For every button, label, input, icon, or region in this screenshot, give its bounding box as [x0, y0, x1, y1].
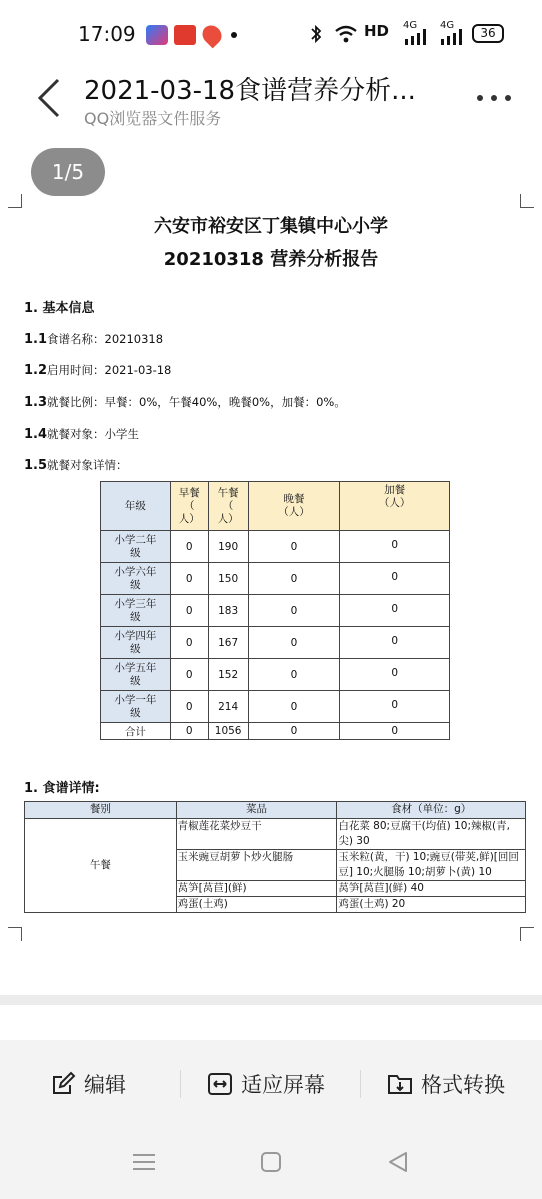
wifi-icon [334, 25, 358, 43]
cell-total-dinner: 0 [248, 723, 340, 740]
fit-screen-button[interactable] [207, 1068, 325, 1100]
cell-dish: 青椒莲花菜炒豆干 [176, 819, 337, 850]
cell-ingredients: 莴笋[莴苣](鲜) 40 [337, 881, 526, 897]
fit-screen-label: 适应屏幕 [241, 1073, 325, 1097]
cell-lunch: 183 [208, 595, 248, 627]
cell-lunch: 167 [208, 627, 248, 659]
cell-breakfast: 0 [170, 659, 208, 691]
fit-screen-icon [207, 1071, 233, 1097]
cell-dish: 玉米豌豆胡萝卜炒火腿肠 [176, 850, 337, 881]
file-title: 2021-03-18食谱营养分析... [84, 76, 416, 106]
info-number: 1.5 [24, 458, 48, 473]
cell-total-snack: 0 [340, 723, 450, 740]
clock: 17:09 [78, 22, 136, 46]
cell-grade: 小学一年 级 [101, 691, 171, 723]
info-start-date [24, 362, 171, 378]
home-icon[interactable] [257, 1150, 285, 1174]
folder-download-icon [387, 1071, 413, 1097]
table-row [101, 691, 450, 723]
cell-dinner: 0 [248, 691, 340, 723]
cell-ingredients: 玉米粒(黄，干) 10;豌豆(带荚,鲜)[回回 豆] 10;火腿肠 10;胡萝卜(黄) 10 [337, 850, 526, 881]
crop-mark [520, 927, 534, 941]
cell-breakfast: 0 [170, 627, 208, 659]
menu-icon[interactable] [130, 1150, 158, 1174]
edit-label: 编辑 [84, 1073, 126, 1097]
info-number: 1.4 [24, 427, 48, 442]
cell-total-label: 合计 [101, 723, 171, 740]
info-number: 1.2 [24, 363, 48, 378]
toolbar-divider [180, 1070, 181, 1098]
cell-snack: 0 [340, 627, 450, 659]
format-convert-label: 格式转换 [421, 1073, 505, 1097]
header-grade: 年级 [101, 482, 171, 531]
video-app-icon [146, 25, 168, 45]
diner-table [100, 481, 450, 740]
cell-total-breakfast: 0 [170, 723, 208, 740]
info-text: 就餐比例：早餐：0%，午餐40%，晚餐0%，加餐：0%。 [47, 395, 346, 409]
cell-breakfast: 0 [170, 691, 208, 723]
cell-lunch: 152 [208, 659, 248, 691]
info-text: 就餐对象：小学生 [47, 427, 140, 441]
report-title: 20210318 营养分析报告 [163, 249, 379, 270]
cell-lunch: 214 [208, 691, 248, 723]
cell-dinner: 0 [248, 531, 340, 563]
status-bar [0, 0, 542, 68]
info-diner-details [24, 457, 128, 473]
network-type: HD [364, 22, 390, 40]
header-lunch: 午餐 （ 人） [208, 482, 248, 531]
more-options-icon[interactable] [474, 92, 514, 104]
info-text: 食谱名称：20210318 [47, 332, 164, 346]
header-dinner: 晚餐 （人） [248, 482, 340, 531]
signal-type-1: 4G [403, 20, 418, 31]
cell-dinner: 0 [248, 563, 340, 595]
cell-dish: 鸡蛋(土鸡) [176, 897, 337, 913]
cell-snack: 0 [340, 691, 450, 723]
toolbar-divider [360, 1070, 361, 1098]
table-row [101, 659, 450, 691]
info-number: 1.1 [24, 332, 48, 347]
cell-grade: 小学四年 级 [101, 627, 171, 659]
cell-breakfast: 0 [170, 595, 208, 627]
cell-ingredients: 鸡蛋(土鸡) 20 [337, 897, 526, 913]
back-triangle-icon[interactable] [384, 1150, 412, 1174]
header-ingredients: 食材（单位：g） [337, 802, 526, 819]
signal-bars-2-icon [441, 29, 467, 45]
edit-button[interactable] [50, 1068, 126, 1100]
notification-dot-icon [231, 32, 237, 38]
cell-ingredients: 白花菜 80;豆腐干(均值) 10;辣椒(青, 尖) 30 [337, 819, 526, 850]
header-meal-type: 餐别 [25, 802, 177, 819]
cell-lunch: 190 [208, 531, 248, 563]
back-arrow-icon[interactable] [30, 76, 70, 120]
cell-grade: 小学五年 级 [101, 659, 171, 691]
cell-dinner: 0 [248, 595, 340, 627]
cell-snack: 0 [340, 659, 450, 691]
cell-snack: 0 [340, 595, 450, 627]
header-breakfast: 早餐 （ 人） [170, 482, 208, 531]
bluetooth-icon [310, 24, 322, 44]
info-recipe-name [24, 331, 163, 347]
page-divider [0, 995, 542, 1005]
cell-dish: 莴笋[莴苣](鲜) [176, 881, 337, 897]
signal-type-2: 4G [440, 20, 455, 31]
cell-grade: 小学二年 级 [101, 531, 171, 563]
table-row [101, 563, 450, 595]
info-meal-ratio [24, 394, 346, 410]
cell-total-lunch: 1056 [208, 723, 248, 740]
cell-snack: 0 [340, 531, 450, 563]
recipe-table [24, 801, 526, 913]
signal-bars-1-icon [405, 29, 431, 45]
table-row [101, 627, 450, 659]
cell-grade: 小学六年 级 [101, 563, 171, 595]
title-bar [0, 68, 542, 134]
study-app-icon [174, 25, 196, 45]
edit-icon [50, 1071, 76, 1097]
cell-breakfast: 0 [170, 531, 208, 563]
bottom-toolbar [0, 1040, 542, 1126]
table-row [101, 531, 450, 563]
info-diners [24, 426, 139, 442]
cell-dinner: 0 [248, 627, 340, 659]
page-indicator: 1/5 [31, 148, 105, 196]
header-dish: 菜品 [176, 802, 337, 819]
cell-grade: 小学三年 级 [101, 595, 171, 627]
table-row [25, 819, 526, 850]
table-total-row [101, 723, 450, 740]
info-text: 就餐对象详情： [47, 458, 128, 472]
battery-indicator: 36 [472, 24, 504, 43]
cell-snack: 0 [340, 563, 450, 595]
cell-meal-type: 午餐 [25, 819, 177, 913]
header-snack: 加餐 （人） [340, 482, 450, 531]
cell-breakfast: 0 [170, 563, 208, 595]
info-text: 启用时间：2021-03-18 [47, 363, 172, 377]
section-basic-info: 1. 基本信息 [24, 301, 95, 316]
crop-mark [8, 194, 22, 208]
school-name: 六安市裕安区丁集镇中心小学 [154, 216, 388, 237]
crop-mark [520, 194, 534, 208]
cell-lunch: 150 [208, 563, 248, 595]
crop-mark [8, 927, 22, 941]
info-number: 1.3 [24, 395, 48, 410]
location-app-icon [199, 22, 226, 49]
section-recipe-details: 1. 食谱详情: [24, 781, 100, 796]
table-row [101, 595, 450, 627]
system-nav-bar [0, 1126, 542, 1199]
format-convert-button[interactable] [387, 1068, 505, 1100]
file-source: QQ浏览器文件服务 [84, 109, 222, 128]
cell-dinner: 0 [248, 659, 340, 691]
